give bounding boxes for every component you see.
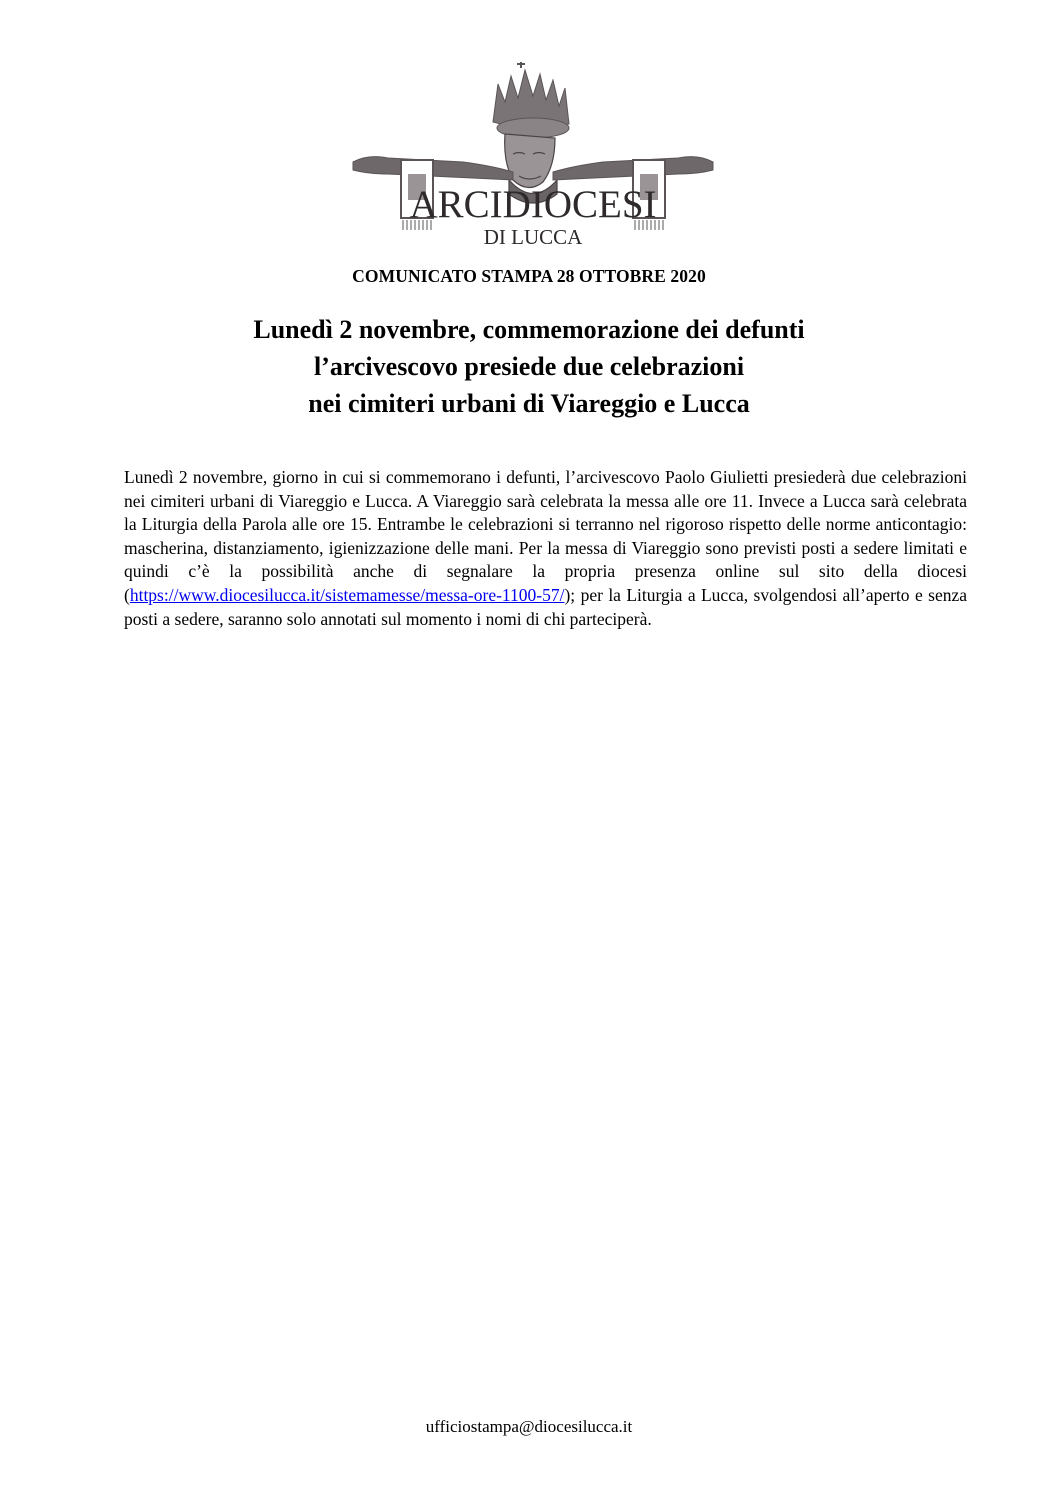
- mass-booking-link[interactable]: https://www.diocesilucca.it/sistemamesse/messa-ore-1100-57/: [129, 584, 565, 605]
- arcidiocesi-emblem-icon: [343, 62, 723, 250]
- diocese-logo: [343, 62, 723, 250]
- footer-email: ufficiostampa@diocesilucca.it: [425, 1417, 633, 1436]
- body-text-before-link: Lunedì 2 novembre, giorno in cui si commemorano i defunti, l’arcivescovo Paolo Giulietti presiederà due celebrazioni nei cimiteri urbani di Viareggio e Lucca. A Viareggio sarà celebrata la messa alle ore 11. Invece a Lucca sarà celebrata la Liturgia della Parola alle ore 15. Entrambe le celebrazioni si terranno nel rigoroso rispetto delle norme anticontagio: mascherina, distanziamento, igienizzazione delle mani. Per la messa di Viareggio sono previsti posti a sedere limitati e quindi c’è la possibilità anche di segnalare la propria presenza online sul sito della diocesi (: [124, 467, 967, 605]
- headline-line: nei cimiteri urbani di Viareggio e Lucca: [308, 389, 750, 418]
- headline-line: l’arcivescovo presiede due celebrazioni: [313, 352, 745, 381]
- headline: [0, 311, 1058, 422]
- logo-title: ARCIDIOCESI: [409, 183, 657, 226]
- headline-line: Lunedì 2 novembre, commemorazione dei defunti: [253, 315, 805, 344]
- press-release-label: COMUNICATO STAMPA 28 OTTOBRE 2020: [352, 266, 706, 286]
- body-paragraph: [124, 466, 967, 631]
- logo-subtitle: DI LUCCA: [483, 225, 583, 249]
- body-text-after-link: ); per la Liturgia a Lucca, svolgendosi all’aperto e senza posti a sedere, saranno solo annotati sul momento i nomi di chi parteciperà.: [124, 584, 967, 629]
